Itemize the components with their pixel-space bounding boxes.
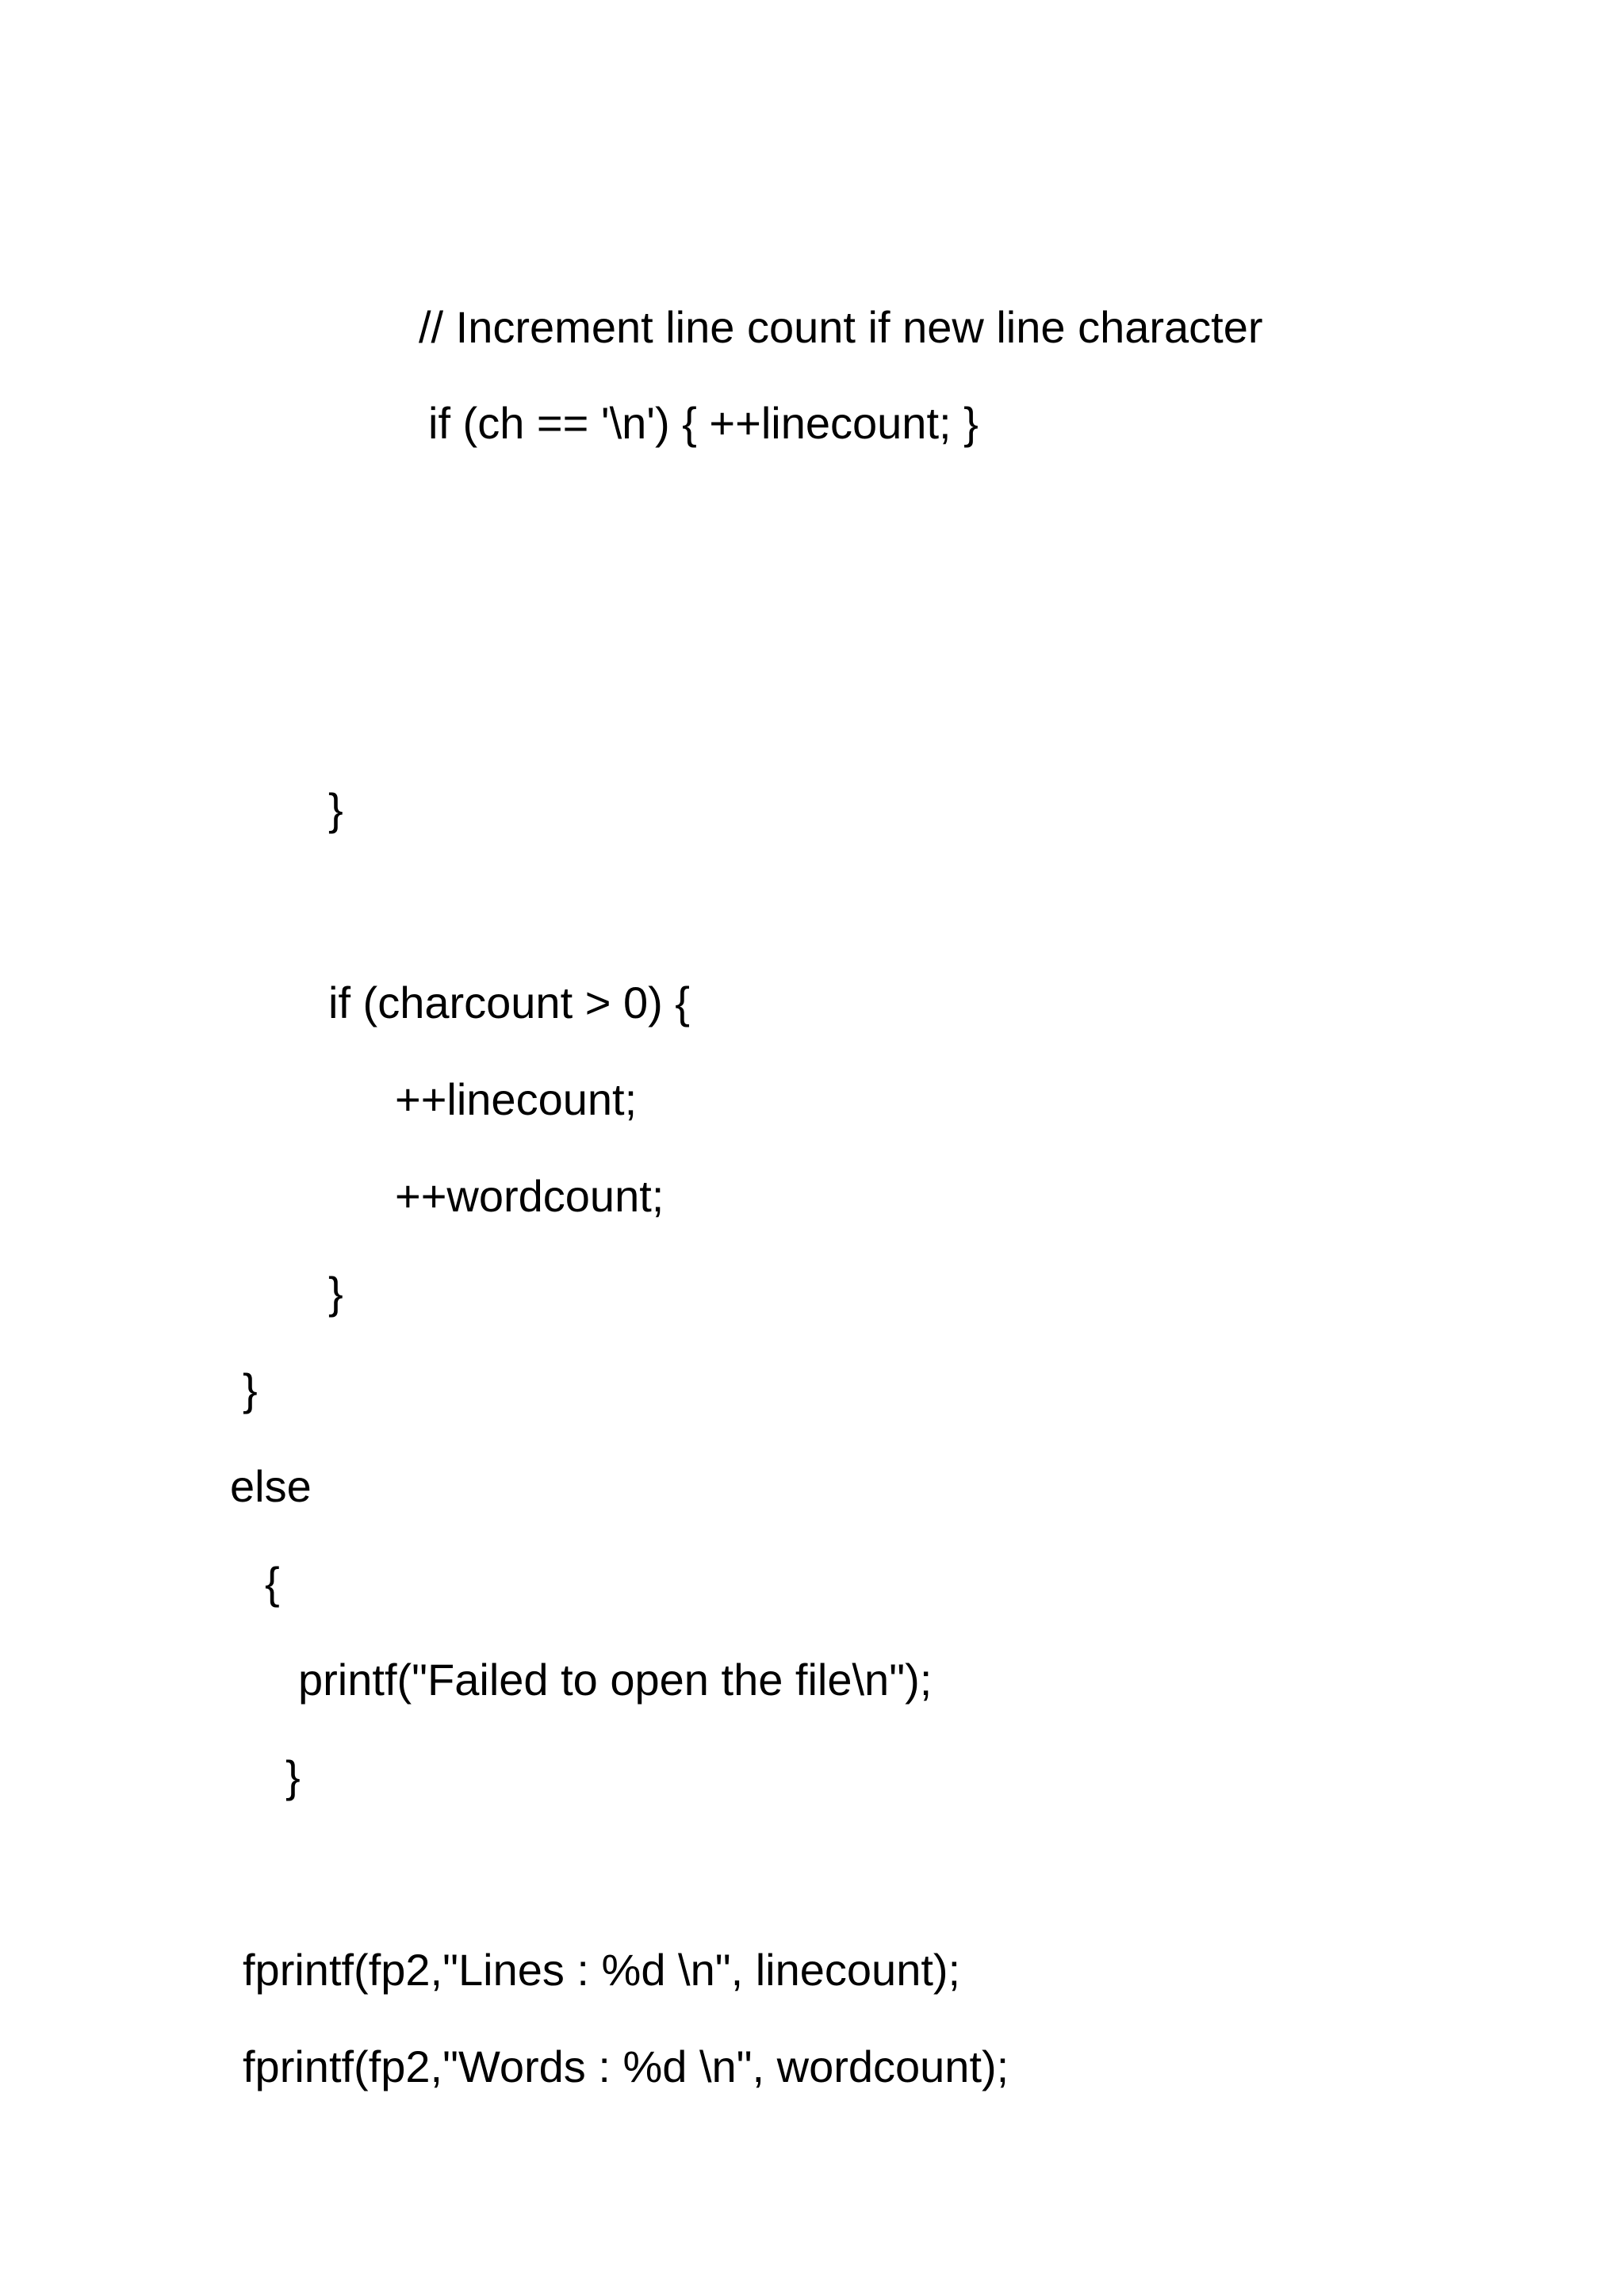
code-closing-brace-while: } [328,784,343,834]
code-comment-increment-line-count: // Increment line count if new line character [419,302,1263,352]
code-increment-wordcount: ++wordcount; [395,1171,665,1221]
code-printf-failed-open: printf("Failed to open the file\n"); [298,1655,933,1705]
code-opening-brace-else: { [265,1558,280,1608]
code-closing-brace-if: } [328,1268,343,1318]
code-fprintf-words: fprintf(fp2,"Words : %d \n", wordcount); [243,2042,1009,2091]
code-fprintf-lines: fprintf(fp2,"Lines : %d \n", linecount); [243,1945,961,1995]
code-if-charcount-statement: if (charcount > 0) { [328,978,691,1027]
code-closing-brace-outer: } [243,1364,258,1414]
code-closing-brace-else: } [285,1751,301,1801]
code-else-keyword: else [230,1461,312,1511]
code-increment-linecount: ++linecount; [395,1074,638,1124]
code-if-newline-statement: if (ch == '\n') { ++linecount; } [428,398,979,448]
